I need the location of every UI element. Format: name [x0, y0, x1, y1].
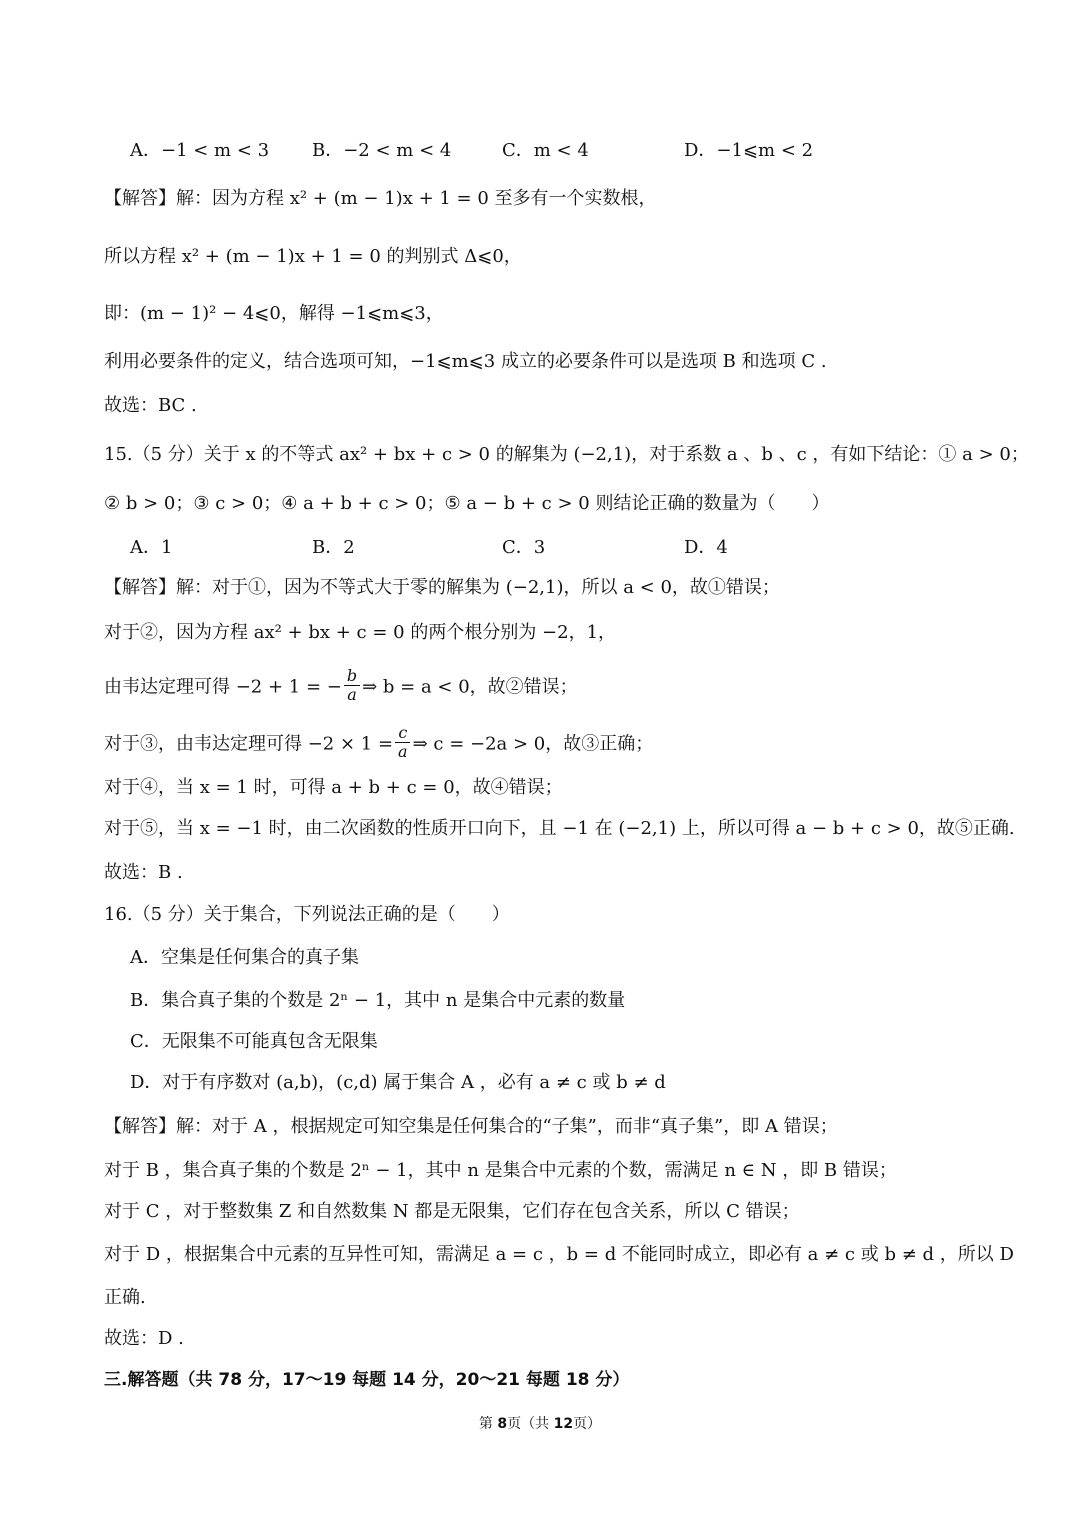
q14-solution-line: 利用必要条件的定义，结合选项可知，−1⩽m⩽3 成立的必要条件可以是选项 B 和选项 C . [104, 351, 827, 372]
q14-answer: 故选：BC . [104, 395, 197, 416]
q15-solution-line: 【解答】解：对于①，因为不等式大于零的解集为 (−2,1)，所以 a < 0，故①错误； [104, 577, 780, 598]
text: ⇒ c = −2a > 0，故③正确； [412, 733, 654, 755]
denominator: a [347, 685, 357, 704]
q15-solution-line: 对于⑤，当 x = −1 时，由二次函数的性质开口向下，且 −1 在 (−2,1) 上，所以可得 a − b + c > 0，故⑤正确. [104, 818, 1015, 839]
text: 对于③，由韦达定理可得 −2 × 1 = [104, 733, 394, 755]
q15-solution-line: 对于④，当 x = 1 时，可得 a + b + c = 0，故④错误； [104, 777, 563, 798]
q16-answer: 故选：D . [104, 1328, 184, 1349]
q14-option-d: D．−1⩽m < 2 [684, 140, 814, 161]
q15-stem: 15.（5 分）关于 x 的不等式 ax² + bx + c > 0 的解集为 (−2,1)，对于系数 a 、b 、c ，有如下结论：① a > 0； [104, 444, 1029, 465]
q14-solution-line: 即：(m − 1)² − 4⩽0，解得 −1⩽m⩽3， [104, 303, 444, 324]
fraction [344, 667, 360, 704]
q16-option-b: B．集合真子集的个数是 2ⁿ − 1，其中 n 是集合中元素的数量 [130, 990, 626, 1011]
text: 由韦达定理可得 −2 + 1 = − [104, 676, 342, 698]
q16-stem: 16.（5 分）关于集合，下列说法正确的是（ ） [104, 904, 510, 925]
q15-solution-line: 对于②，因为方程 ax² + bx + c = 0 的两个根分别为 −2，1， [104, 622, 617, 643]
q16-solution-line: 正确. [104, 1287, 146, 1308]
q15-option-b: B．2 [312, 537, 355, 558]
page-total: 12 [553, 1416, 574, 1432]
q16-option-c: C．无限集不可能真包含无限集 [130, 1031, 378, 1052]
q15-solution-line-fraction [104, 723, 654, 763]
numerator: c [395, 724, 410, 743]
q15-solution-line-fraction [104, 666, 578, 706]
q16-option-a: A．空集是任何集合的真子集 [130, 947, 359, 968]
q15-option-c: C．3 [502, 537, 546, 558]
fraction [395, 724, 411, 761]
footer-text: 页（共 [507, 1416, 554, 1432]
q14-option-c: C．m < 4 [502, 140, 589, 161]
q16-solution-line: 对于 D ，根据集合中元素的互异性可知，需满足 a = c ，b = d 不能同时成立，即必有 a ≠ c 或 b ≠ d ，所以 D [104, 1244, 1014, 1265]
denominator: a [398, 742, 408, 761]
page-number: 8 [497, 1416, 508, 1432]
q14-solution-line: 【解答】解：因为方程 x² + (m − 1)x + 1 = 0 至多有一个实数根， [104, 188, 657, 209]
section-heading: 三.解答题（共 78 分，17～19 每题 14 分，20～21 每题 18 分） [104, 1370, 630, 1390]
q15-stem: ② b > 0；③ c > 0；④ a + b + c > 0；⑤ a − b + c > 0 则结论正确的数量为（ ） [104, 493, 830, 514]
numerator: b [344, 667, 360, 686]
q14-option-a: A．−1 < m < 3 [130, 140, 270, 161]
text: ⇒ b = a < 0，故②错误； [362, 676, 578, 698]
q16-option-d: D．对于有序数对 (a,b)，(c,d) 属于集合 A ，必有 a ≠ c 或 b ≠ d [130, 1072, 666, 1093]
q16-solution-line: 【解答】解：对于 A ，根据规定可知空集是任何集合的“子集”，而非“真子集”，即 A 错误； [104, 1116, 838, 1137]
q14-solution-line: 所以方程 x² + (m − 1)x + 1 = 0 的判别式 Δ⩽0， [104, 246, 522, 267]
footer-text: 页） [573, 1416, 602, 1432]
q15-option-a: A．1 [130, 537, 173, 558]
q16-solution-line: 对于 C ，对于整数集 Z 和自然数集 N 都是无限集，它们存在包含关系，所以 C 错误； [104, 1201, 800, 1222]
q15-option-d: D．4 [684, 537, 728, 558]
page-footer [0, 1413, 1080, 1433]
footer-text: 第 [478, 1416, 498, 1432]
q15-answer: 故选：B . [104, 862, 183, 883]
q16-solution-line: 对于 B ，集合真子集的个数是 2ⁿ − 1，其中 n 是集合中元素的个数，需满足 n ∈ N ，即 B 错误； [104, 1160, 897, 1181]
q14-option-b: B．−2 < m < 4 [312, 140, 452, 161]
